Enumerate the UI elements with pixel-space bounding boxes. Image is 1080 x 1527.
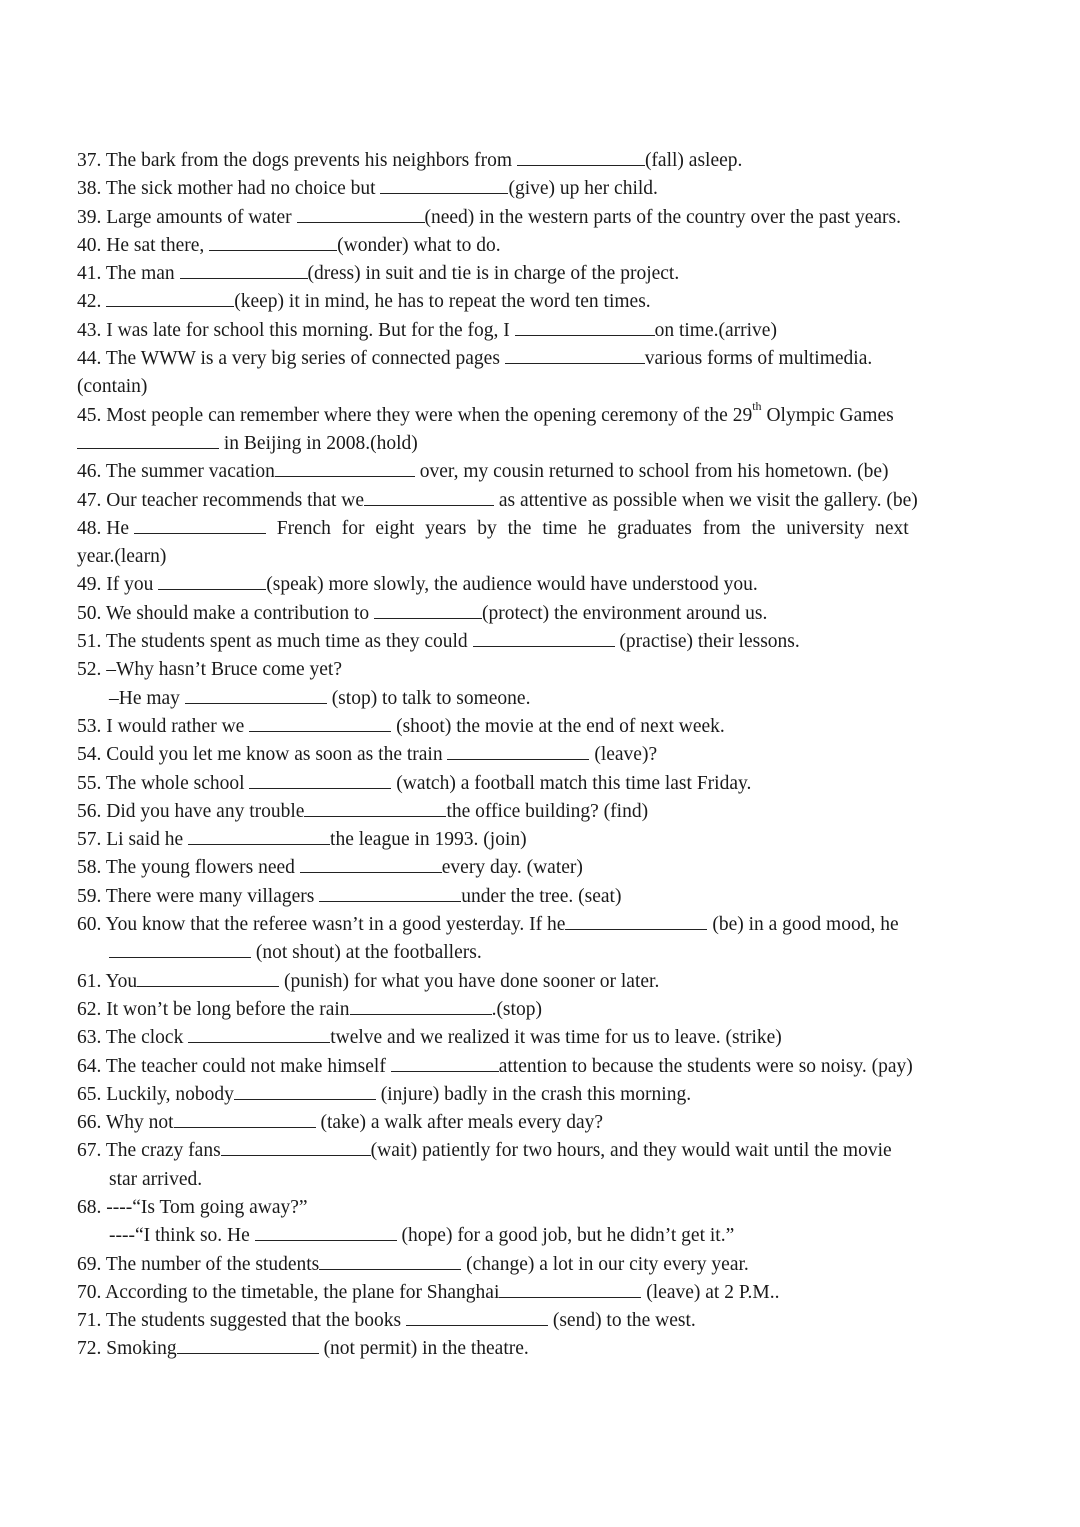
question-hint: .(stop): [491, 998, 542, 1020]
question-text: 38. The sick mother had no choice but: [77, 178, 381, 200]
question-text: 44. The WWW is a very big series of connected pages: [77, 348, 505, 370]
question-60-cont: [77, 939, 1002, 967]
question-61: [77, 968, 1002, 996]
answer-blank[interactable]: [109, 939, 251, 958]
question-text: 56. Did you have any trouble: [77, 800, 305, 822]
question-hint: (leave)?: [589, 744, 658, 766]
answer-blank[interactable]: [221, 1137, 371, 1156]
question-text: 59. There were many villagers: [77, 885, 320, 907]
question-text: 63. The clock: [77, 1027, 189, 1049]
question-text: 40. He sat there,: [77, 234, 210, 256]
answer-blank[interactable]: [188, 826, 330, 845]
question-51: [77, 628, 1002, 656]
question-text: 41. The man: [77, 263, 180, 285]
question-45: [77, 399, 1002, 430]
answer-blank[interactable]: [565, 911, 707, 930]
question-58: [77, 854, 1002, 882]
answer-blank[interactable]: [473, 628, 615, 647]
question-hint: (leave) at 2 P.M..: [641, 1281, 780, 1303]
question-71: [77, 1307, 1002, 1335]
question-37: [77, 147, 1002, 175]
question-68: [77, 1194, 1002, 1222]
question-hint: (not shout) at the footballers.: [251, 942, 482, 964]
question-hint: (change) a lot in our city every year.: [461, 1253, 749, 1275]
question-41: [77, 260, 1002, 288]
question-text: Olympic Games: [761, 404, 894, 426]
question-hint: in Beijing in 2008.(hold): [219, 432, 418, 454]
question-text: 51. The students spent as much time as they could: [77, 631, 473, 653]
question-72: [77, 1335, 1002, 1363]
question-hint: (watch) a football match this time last Friday.: [391, 772, 752, 794]
question-65: [77, 1081, 1002, 1109]
question-text: 45. Most people can remember where they were when the opening ceremony of the 29: [77, 404, 753, 426]
question-hint: (contain): [77, 376, 148, 398]
question-text: ----“I think so. He: [109, 1225, 255, 1247]
question-text-group: [77, 345, 872, 373]
question-hint: attention to because the students were so noisy. (pay): [498, 1055, 913, 1077]
question-hint: (take) a walk after meals every day?: [315, 1112, 604, 1134]
answer-blank[interactable]: [275, 458, 415, 477]
answer-blank[interactable]: [137, 968, 279, 987]
question-40: [77, 232, 1002, 260]
answer-blank[interactable]: [106, 288, 234, 307]
question-hint: on time.(arrive): [654, 319, 777, 341]
answer-blank[interactable]: [350, 996, 492, 1015]
question-text: 61. You: [77, 970, 138, 992]
answer-blank[interactable]: [255, 1222, 397, 1241]
question-hint: (punish) for what you have done sooner or later.: [279, 970, 660, 992]
question-text: 65. Luckily, nobody: [77, 1083, 234, 1105]
question-46: [77, 458, 1002, 486]
worksheet: [77, 147, 1002, 1364]
answer-blank[interactable]: [374, 600, 482, 619]
question-text: 39. Large amounts of water: [77, 206, 297, 228]
answer-blank[interactable]: [249, 713, 391, 732]
answer-blank[interactable]: [185, 685, 327, 704]
question-hint: (protect) the environment around us.: [482, 602, 768, 624]
question-text: 57. Li said he: [77, 829, 189, 851]
answer-blank[interactable]: [515, 317, 655, 336]
question-44-cont: [77, 373, 1002, 401]
question-57: [77, 826, 1002, 854]
answer-blank[interactable]: [300, 854, 442, 873]
question-52-cont: [77, 685, 1002, 713]
question-69: [77, 1251, 1002, 1279]
question-text: 67. The crazy fans: [77, 1140, 221, 1162]
question-hint: (injure) badly in the crash this morning.: [375, 1083, 692, 1105]
answer-blank[interactable]: [304, 798, 446, 817]
question-text: 58. The young flowers need: [77, 857, 300, 879]
answer-blank[interactable]: [180, 260, 308, 279]
question-text: 66. Why not: [77, 1112, 174, 1134]
question-text: 64. The teacher could not make himself: [77, 1055, 391, 1077]
question-44: [77, 345, 1002, 373]
question-hint: the league in 1993. (join): [330, 829, 527, 851]
question-42: [77, 288, 1002, 316]
question-hint: (fall) asleep.: [644, 150, 743, 171]
question-text: 54. Could you let me know as soon as the train: [77, 744, 448, 766]
question-48: [77, 515, 1002, 543]
answer-blank[interactable]: [319, 1251, 461, 1270]
question-47: [77, 487, 1002, 515]
question-59: [77, 883, 1002, 911]
answer-blank[interactable]: [517, 147, 645, 166]
question-hint: year.(learn): [77, 546, 167, 568]
question-hint: under the tree. (seat): [461, 885, 622, 907]
question-text: 46. The summer vacation: [77, 461, 275, 483]
answer-blank[interactable]: [505, 345, 645, 364]
question-52: [77, 656, 1002, 684]
answer-blank[interactable]: [447, 741, 589, 760]
question-66: [77, 1109, 1002, 1137]
question-hint: twelve and we realized it was time for us to leave. (strike): [330, 1027, 782, 1049]
question-text: 50. We should make a contribution to: [77, 602, 375, 624]
question-53: [77, 713, 1002, 741]
answer-blank[interactable]: [380, 175, 508, 194]
question-text: 42.: [77, 291, 107, 313]
answer-blank[interactable]: [364, 487, 494, 506]
question-hint: (hope) for a good job, but he didn’t get it.”: [396, 1225, 735, 1247]
question-text: 62. It won’t be long before the rain: [77, 998, 350, 1020]
question-hint: various forms of multimedia.: [644, 348, 873, 370]
question-67-cont: [77, 1166, 1002, 1194]
question-hint: star arrived.: [109, 1168, 203, 1190]
question-hint: (need) in the western parts of the country over the past years.: [424, 206, 901, 228]
question-hint: (dress) in suit and tie is in charge of the project.: [307, 263, 680, 285]
question-55: [77, 770, 1002, 798]
question-60: [77, 911, 1002, 939]
question-70: [77, 1279, 1002, 1307]
question-hint: (practise) their lessons.: [614, 631, 800, 653]
question-54: [77, 741, 1002, 769]
answer-blank[interactable]: [209, 232, 337, 251]
question-hint: (stop) to talk to someone.: [326, 687, 531, 709]
answer-blank[interactable]: [249, 770, 391, 789]
question-hint: the office building? (find): [446, 800, 649, 822]
question-hint: (send) to the west.: [547, 1310, 696, 1332]
answer-blank[interactable]: [391, 1053, 499, 1072]
answer-blank[interactable]: [234, 1081, 376, 1100]
question-text: 55. The whole school: [77, 772, 250, 794]
question-text: 49. If you: [77, 574, 159, 596]
question-text: 37. The bark from the dogs prevents his neighbors from: [77, 150, 517, 171]
answer-blank[interactable]: [158, 571, 266, 590]
question-63: [77, 1024, 1002, 1052]
question-hint: (be) in a good mood, he: [707, 914, 899, 936]
question-43: [77, 317, 1002, 345]
question-text: 71. The students suggested that the books: [77, 1310, 406, 1332]
question-45-cont: [77, 430, 1002, 458]
question-text: –He may: [109, 687, 185, 709]
answer-blank[interactable]: [319, 883, 461, 902]
question-67: [77, 1137, 1002, 1165]
question-39: [77, 204, 1002, 232]
question-text: 52. –Why hasn’t Bruce come yet?: [77, 659, 342, 681]
question-text: 48. He: [77, 517, 134, 539]
question-hint: (keep) it in mind, he has to repeat the word ten times.: [234, 291, 651, 313]
answer-blank[interactable]: [134, 515, 266, 534]
question-hint: every day. (water): [441, 857, 583, 879]
question-62: [77, 996, 1002, 1024]
answer-blank[interactable]: [174, 1109, 316, 1128]
question-hint: (speak) more slowly, the audience would have understood you.: [266, 574, 758, 596]
question-hint: as attentive as possible when we visit the gallery. (be): [493, 489, 918, 511]
answer-blank[interactable]: [77, 430, 219, 449]
question-text: 60. You know that the referee wasn’t in a good yesterday. If he: [77, 914, 566, 936]
question-hint: over, my cousin returned to school from his hometown. (be): [414, 461, 889, 483]
question-text: 70. According to the timetable, the plane for Shanghai: [77, 1281, 500, 1303]
question-text: 53. I would rather we: [77, 715, 250, 737]
superscript: th: [752, 399, 762, 414]
answer-blank[interactable]: [188, 1024, 330, 1043]
answer-blank[interactable]: [499, 1279, 641, 1298]
question-64: [77, 1053, 1002, 1081]
question-38: [77, 175, 1002, 203]
question-hint: (wonder) what to do.: [337, 234, 501, 256]
answer-blank[interactable]: [297, 204, 425, 223]
answer-blank[interactable]: [406, 1307, 548, 1326]
question-50: [77, 600, 1002, 628]
question-hint: (shoot) the movie at the end of next week.: [391, 715, 725, 737]
question-hint: (wait) patiently for two hours, and they would wait until the movie: [370, 1140, 892, 1162]
question-text: 72. Smoking: [77, 1338, 177, 1360]
question-text: 43. I was late for school this morning. But for the fog, I: [77, 319, 515, 341]
question-text: 68. ----“Is Tom going away?”: [77, 1196, 308, 1218]
answer-blank[interactable]: [177, 1335, 319, 1354]
question-text: 69. The number of the students: [77, 1253, 320, 1275]
question-hint: French for eight years by the time he graduates from the university next: [265, 517, 909, 539]
question-48-cont: [77, 543, 1002, 571]
question-hint: (not permit) in the theatre.: [318, 1338, 529, 1360]
question-56: [77, 798, 1002, 826]
question-68-cont: [77, 1222, 1002, 1250]
question-text: 47. Our teacher recommends that we: [77, 489, 364, 511]
question-hint: (give) up her child.: [508, 178, 658, 200]
question-49: [77, 571, 1002, 599]
